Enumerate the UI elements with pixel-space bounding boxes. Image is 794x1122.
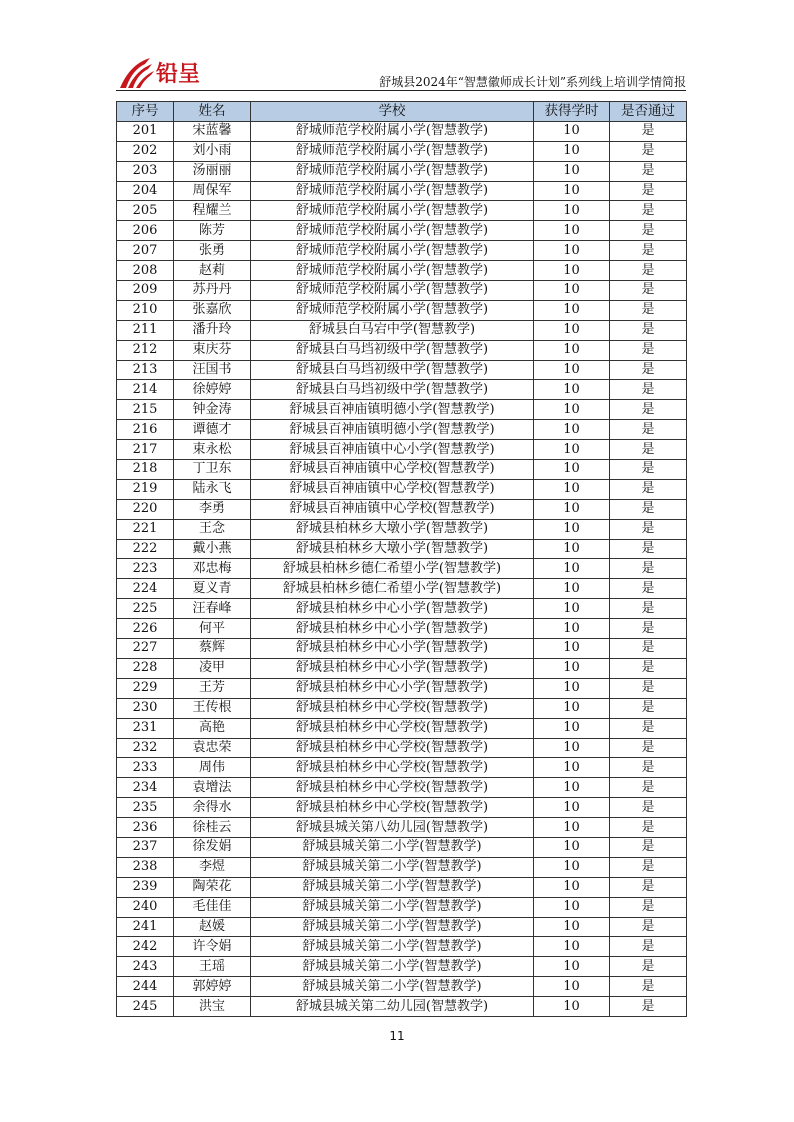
cell-name: 蔡辉: [174, 639, 251, 659]
cell-passed: 是: [610, 957, 687, 977]
table-row: [117, 181, 687, 201]
table-row: [117, 201, 687, 221]
cell-hours: 10: [534, 261, 610, 281]
cell-school: 舒城县柏林乡大墩小学(智慧教学): [251, 519, 534, 539]
cell-hours: 10: [534, 519, 610, 539]
cell-name: 束庆芬: [174, 340, 251, 360]
cell-index: 217: [117, 440, 174, 460]
cell-hours: 10: [534, 340, 610, 360]
cell-name: 徐婷婷: [174, 380, 251, 400]
cell-name: 李勇: [174, 499, 251, 519]
cell-school: 舒城县柏林乡大墩小学(智慧教学): [251, 539, 534, 559]
cell-hours: 10: [534, 678, 610, 698]
cell-name: 陆永飞: [174, 479, 251, 499]
table-row: [117, 320, 687, 340]
table-row: [117, 420, 687, 440]
cell-hours: 10: [534, 997, 610, 1017]
cell-index: 222: [117, 539, 174, 559]
cell-school: 舒城县城关第八幼儿园(智慧教学): [251, 818, 534, 838]
cell-name: 汪国书: [174, 360, 251, 380]
cell-passed: 是: [610, 161, 687, 181]
cell-school: 舒城县城关第二小学(智慧教学): [251, 837, 534, 857]
column-header-passed: 是否通过: [610, 102, 687, 122]
cell-name: 凌甲: [174, 658, 251, 678]
table-row: [117, 440, 687, 460]
column-header-index: 序号: [117, 102, 174, 122]
cell-school: 舒城县白马垱初级中学(智慧教学): [251, 360, 534, 380]
cell-name: 李煜: [174, 857, 251, 877]
cell-name: 许令娟: [174, 937, 251, 957]
cell-index: 211: [117, 320, 174, 340]
cell-passed: 是: [610, 619, 687, 639]
cell-school: 舒城县城关第二小学(智慧教学): [251, 877, 534, 897]
cell-hours: 10: [534, 877, 610, 897]
cell-name: 夏义青: [174, 579, 251, 599]
cell-hours: 10: [534, 758, 610, 778]
cell-school: 舒城县柏林乡中心学校(智慧教学): [251, 698, 534, 718]
cell-name: 王念: [174, 519, 251, 539]
table-row: [117, 141, 687, 161]
cell-hours: 10: [534, 539, 610, 559]
table-row: [117, 519, 687, 539]
table-row: [117, 698, 687, 718]
cell-index: 237: [117, 837, 174, 857]
table-row: [117, 559, 687, 579]
cell-index: 233: [117, 758, 174, 778]
cell-school: 舒城县城关第二小学(智慧教学): [251, 977, 534, 997]
cell-school: 舒城县柏林乡德仁希望小学(智慧教学): [251, 579, 534, 599]
cell-index: 242: [117, 937, 174, 957]
cell-hours: 10: [534, 579, 610, 599]
cell-passed: 是: [610, 121, 687, 141]
cell-passed: 是: [610, 897, 687, 917]
cell-passed: 是: [610, 738, 687, 758]
cell-index: 231: [117, 718, 174, 738]
cell-name: 戴小燕: [174, 539, 251, 559]
cell-school: 舒城县柏林乡中心学校(智慧教学): [251, 718, 534, 738]
table-row: [117, 479, 687, 499]
cell-passed: 是: [610, 201, 687, 221]
cell-name: 高艳: [174, 718, 251, 738]
cell-passed: 是: [610, 479, 687, 499]
cell-passed: 是: [610, 778, 687, 798]
cell-hours: 10: [534, 718, 610, 738]
cell-school: 舒城县白马宕中学(智慧教学): [251, 320, 534, 340]
cell-school: 舒城县百神庙镇中心学校(智慧教学): [251, 499, 534, 519]
cell-school: 舒城县柏林乡中心学校(智慧教学): [251, 778, 534, 798]
table-row: [117, 619, 687, 639]
cell-passed: 是: [610, 798, 687, 818]
cell-hours: 10: [534, 201, 610, 221]
page-header: [116, 54, 686, 94]
table-row: [117, 758, 687, 778]
cell-school: 舒城县柏林乡中心小学(智慧教学): [251, 658, 534, 678]
table-row: [117, 161, 687, 181]
cell-school: 舒城师范学校附属小学(智慧教学): [251, 241, 534, 261]
table-row: [117, 658, 687, 678]
cell-name: 丁卫东: [174, 460, 251, 480]
cell-passed: 是: [610, 698, 687, 718]
cell-hours: 10: [534, 141, 610, 161]
cell-name: 张嘉欣: [174, 300, 251, 320]
cell-index: 205: [117, 201, 174, 221]
cell-name: 陶荣花: [174, 877, 251, 897]
cell-index: 212: [117, 340, 174, 360]
cell-index: 213: [117, 360, 174, 380]
cell-index: 227: [117, 639, 174, 659]
cell-school: 舒城师范学校附属小学(智慧教学): [251, 300, 534, 320]
cell-school: 舒城县百神庙镇中心学校(智慧教学): [251, 479, 534, 499]
cell-hours: 10: [534, 241, 610, 261]
table-row: [117, 818, 687, 838]
cell-passed: 是: [610, 579, 687, 599]
cell-index: 214: [117, 380, 174, 400]
cell-name: 赵媛: [174, 917, 251, 937]
cell-index: 243: [117, 957, 174, 977]
cell-hours: 10: [534, 778, 610, 798]
table-row: [117, 897, 687, 917]
cell-name: 邓忠梅: [174, 559, 251, 579]
cell-school: 舒城县百神庙镇中心小学(智慧教学): [251, 440, 534, 460]
cell-passed: 是: [610, 917, 687, 937]
cell-hours: 10: [534, 957, 610, 977]
cell-school: 舒城县柏林乡中心小学(智慧教学): [251, 619, 534, 639]
table-row: [117, 798, 687, 818]
table-row: [117, 917, 687, 937]
cell-hours: 10: [534, 499, 610, 519]
cell-hours: 10: [534, 559, 610, 579]
cell-school: 舒城县柏林乡中心小学(智慧教学): [251, 678, 534, 698]
cell-name: 郭婷婷: [174, 977, 251, 997]
cell-passed: 是: [610, 877, 687, 897]
table-row: [117, 579, 687, 599]
cell-school: 舒城师范学校附属小学(智慧教学): [251, 141, 534, 161]
cell-school: 舒城县百神庙镇明德小学(智慧教学): [251, 400, 534, 420]
cell-index: 221: [117, 519, 174, 539]
cell-name: 袁增法: [174, 778, 251, 798]
cell-name: 徐发娟: [174, 837, 251, 857]
cell-passed: 是: [610, 818, 687, 838]
cell-index: 245: [117, 997, 174, 1017]
cell-passed: 是: [610, 599, 687, 619]
cell-index: 226: [117, 619, 174, 639]
cell-index: 223: [117, 559, 174, 579]
cell-school: 舒城师范学校附属小学(智慧教学): [251, 121, 534, 141]
table-row: [117, 877, 687, 897]
cell-hours: 10: [534, 917, 610, 937]
cell-hours: 10: [534, 121, 610, 141]
cell-passed: 是: [610, 758, 687, 778]
cell-school: 舒城县白马垱初级中学(智慧教学): [251, 380, 534, 400]
cell-name: 束永松: [174, 440, 251, 460]
cell-school: 舒城县柏林乡中心学校(智慧教学): [251, 758, 534, 778]
table-row: [117, 400, 687, 420]
cell-index: 219: [117, 479, 174, 499]
cell-name: 程耀兰: [174, 201, 251, 221]
cell-hours: 10: [534, 818, 610, 838]
cell-school: 舒城师范学校附属小学(智慧教学): [251, 201, 534, 221]
cell-name: 张勇: [174, 241, 251, 261]
cell-hours: 10: [534, 977, 610, 997]
table-row: [117, 281, 687, 301]
cell-name: 陈芳: [174, 221, 251, 241]
cell-name: 钟金涛: [174, 400, 251, 420]
cell-hours: 10: [534, 857, 610, 877]
cell-school: 舒城师范学校附属小学(智慧教学): [251, 181, 534, 201]
cell-name: 何平: [174, 619, 251, 639]
cell-hours: 10: [534, 798, 610, 818]
cell-hours: 10: [534, 380, 610, 400]
cell-index: 204: [117, 181, 174, 201]
cell-name: 徐桂云: [174, 818, 251, 838]
cell-passed: 是: [610, 857, 687, 877]
report-title: 舒城县2024年“智慧徽师成长计划”系列线上培训学情简报: [379, 75, 686, 89]
cell-hours: 10: [534, 698, 610, 718]
column-header-hours: 获得学时: [534, 102, 610, 122]
cell-passed: 是: [610, 141, 687, 161]
cell-name: 毛佳佳: [174, 897, 251, 917]
cell-passed: 是: [610, 300, 687, 320]
table-row: [117, 957, 687, 977]
table-row: [117, 121, 687, 141]
cell-hours: 10: [534, 460, 610, 480]
cell-passed: 是: [610, 499, 687, 519]
cell-index: 207: [117, 241, 174, 261]
cell-hours: 10: [534, 440, 610, 460]
cell-index: 203: [117, 161, 174, 181]
cell-index: 218: [117, 460, 174, 480]
cell-index: 230: [117, 698, 174, 718]
cell-passed: 是: [610, 281, 687, 301]
cell-name: 王芳: [174, 678, 251, 698]
cell-hours: 10: [534, 837, 610, 857]
cell-passed: 是: [610, 559, 687, 579]
table-row: [117, 937, 687, 957]
cell-index: 206: [117, 221, 174, 241]
cell-name: 周伟: [174, 758, 251, 778]
brand-logo: [116, 54, 216, 90]
cell-school: 舒城县城关第二幼儿园(智慧教学): [251, 997, 534, 1017]
cell-name: 谭德才: [174, 420, 251, 440]
table-row: [117, 300, 687, 320]
table-row: [117, 738, 687, 758]
cell-school: 舒城县城关第二小学(智慧教学): [251, 917, 534, 937]
table-row: [117, 221, 687, 241]
cell-hours: 10: [534, 937, 610, 957]
cell-index: 208: [117, 261, 174, 281]
cell-school: 舒城县白马垱初级中学(智慧教学): [251, 340, 534, 360]
cell-school: 舒城县城关第二小学(智慧教学): [251, 937, 534, 957]
cell-passed: 是: [610, 400, 687, 420]
cell-index: 209: [117, 281, 174, 301]
cell-name: 洪宝: [174, 997, 251, 1017]
cell-hours: 10: [534, 281, 610, 301]
cell-hours: 10: [534, 221, 610, 241]
cell-hours: 10: [534, 738, 610, 758]
cell-name: 王传根: [174, 698, 251, 718]
cell-passed: 是: [610, 639, 687, 659]
cell-index: 229: [117, 678, 174, 698]
cell-name: 宋蓝馨: [174, 121, 251, 141]
cell-hours: 10: [534, 897, 610, 917]
cell-school: 舒城师范学校附属小学(智慧教学): [251, 221, 534, 241]
table-row: [117, 997, 687, 1017]
cell-school: 舒城县柏林乡德仁希望小学(智慧教学): [251, 559, 534, 579]
training-roster-table: [116, 101, 687, 1017]
cell-name: 周保军: [174, 181, 251, 201]
cell-passed: 是: [610, 241, 687, 261]
cell-passed: 是: [610, 181, 687, 201]
cell-hours: 10: [534, 658, 610, 678]
cell-name: 汤丽丽: [174, 161, 251, 181]
cell-hours: 10: [534, 599, 610, 619]
table-row: [117, 340, 687, 360]
cell-index: 201: [117, 121, 174, 141]
table-row: [117, 857, 687, 877]
cell-school: 舒城县柏林乡中心小学(智慧教学): [251, 639, 534, 659]
table-row: [117, 678, 687, 698]
table-row: [117, 261, 687, 281]
cell-name: 苏丹丹: [174, 281, 251, 301]
cell-hours: 10: [534, 161, 610, 181]
table-row: [117, 778, 687, 798]
cell-school: 舒城县百神庙镇明德小学(智慧教学): [251, 420, 534, 440]
cell-index: 239: [117, 877, 174, 897]
cell-school: 舒城县百神庙镇中心学校(智慧教学): [251, 460, 534, 480]
cell-school: 舒城县柏林乡中心学校(智慧教学): [251, 738, 534, 758]
table-row: [117, 639, 687, 659]
table-row: [117, 360, 687, 380]
table-row: [117, 837, 687, 857]
cell-hours: 10: [534, 420, 610, 440]
cell-passed: 是: [610, 440, 687, 460]
cell-index: 220: [117, 499, 174, 519]
cell-index: 216: [117, 420, 174, 440]
cell-index: 228: [117, 658, 174, 678]
column-header-school: 学校: [251, 102, 534, 122]
cell-index: 225: [117, 599, 174, 619]
cell-index: 235: [117, 798, 174, 818]
table-body: [117, 121, 687, 1016]
cell-index: 244: [117, 977, 174, 997]
table-row: [117, 599, 687, 619]
table-row: [117, 380, 687, 400]
cell-passed: 是: [610, 678, 687, 698]
cell-name: 赵莉: [174, 261, 251, 281]
cell-hours: 10: [534, 181, 610, 201]
table-header-row: [117, 102, 687, 122]
cell-passed: 是: [610, 360, 687, 380]
cell-hours: 10: [534, 320, 610, 340]
cell-school: 舒城师范学校附属小学(智慧教学): [251, 281, 534, 301]
cell-hours: 10: [534, 479, 610, 499]
cell-passed: 是: [610, 261, 687, 281]
cell-school: 舒城县城关第二小学(智慧教学): [251, 857, 534, 877]
cell-passed: 是: [610, 340, 687, 360]
cell-school: 舒城县城关第二小学(智慧教学): [251, 957, 534, 977]
cell-name: 王瑶: [174, 957, 251, 977]
cell-index: 234: [117, 778, 174, 798]
cell-name: 余得水: [174, 798, 251, 818]
cell-index: 210: [117, 300, 174, 320]
cell-index: 236: [117, 818, 174, 838]
cell-index: 240: [117, 897, 174, 917]
column-header-name: 姓名: [174, 102, 251, 122]
cell-hours: 10: [534, 400, 610, 420]
cell-name: 潘升玲: [174, 320, 251, 340]
cell-hours: 10: [534, 619, 610, 639]
cell-name: 刘小雨: [174, 141, 251, 161]
cell-passed: 是: [610, 718, 687, 738]
table-row: [117, 718, 687, 738]
table-row: [117, 460, 687, 480]
cell-school: 舒城师范学校附属小学(智慧教学): [251, 261, 534, 281]
cell-passed: 是: [610, 539, 687, 559]
table-row: [117, 241, 687, 261]
cell-index: 202: [117, 141, 174, 161]
cell-school: 舒城县柏林乡中心学校(智慧教学): [251, 798, 534, 818]
cell-passed: 是: [610, 837, 687, 857]
cell-index: 238: [117, 857, 174, 877]
table-row: [117, 539, 687, 559]
header-rule: [116, 90, 686, 91]
table-row: [117, 499, 687, 519]
cell-passed: 是: [610, 221, 687, 241]
cell-passed: 是: [610, 420, 687, 440]
cell-passed: 是: [610, 320, 687, 340]
table-row: [117, 977, 687, 997]
cell-index: 232: [117, 738, 174, 758]
cell-school: 舒城师范学校附属小学(智慧教学): [251, 161, 534, 181]
cell-passed: 是: [610, 658, 687, 678]
cell-index: 215: [117, 400, 174, 420]
page-number: 11: [389, 1029, 405, 1043]
cell-passed: 是: [610, 380, 687, 400]
cell-passed: 是: [610, 519, 687, 539]
cell-hours: 10: [534, 360, 610, 380]
cell-index: 224: [117, 579, 174, 599]
cell-name: 袁忠荣: [174, 738, 251, 758]
cell-hours: 10: [534, 300, 610, 320]
logo-text: 铅呈: [156, 61, 201, 87]
cell-passed: 是: [610, 997, 687, 1017]
cell-school: 舒城县柏林乡中心小学(智慧教学): [251, 599, 534, 619]
cell-passed: 是: [610, 977, 687, 997]
cell-school: 舒城县城关第二小学(智慧教学): [251, 897, 534, 917]
cell-hours: 10: [534, 639, 610, 659]
cell-index: 241: [117, 917, 174, 937]
cell-passed: 是: [610, 460, 687, 480]
cell-passed: 是: [610, 937, 687, 957]
cell-name: 汪春峰: [174, 599, 251, 619]
